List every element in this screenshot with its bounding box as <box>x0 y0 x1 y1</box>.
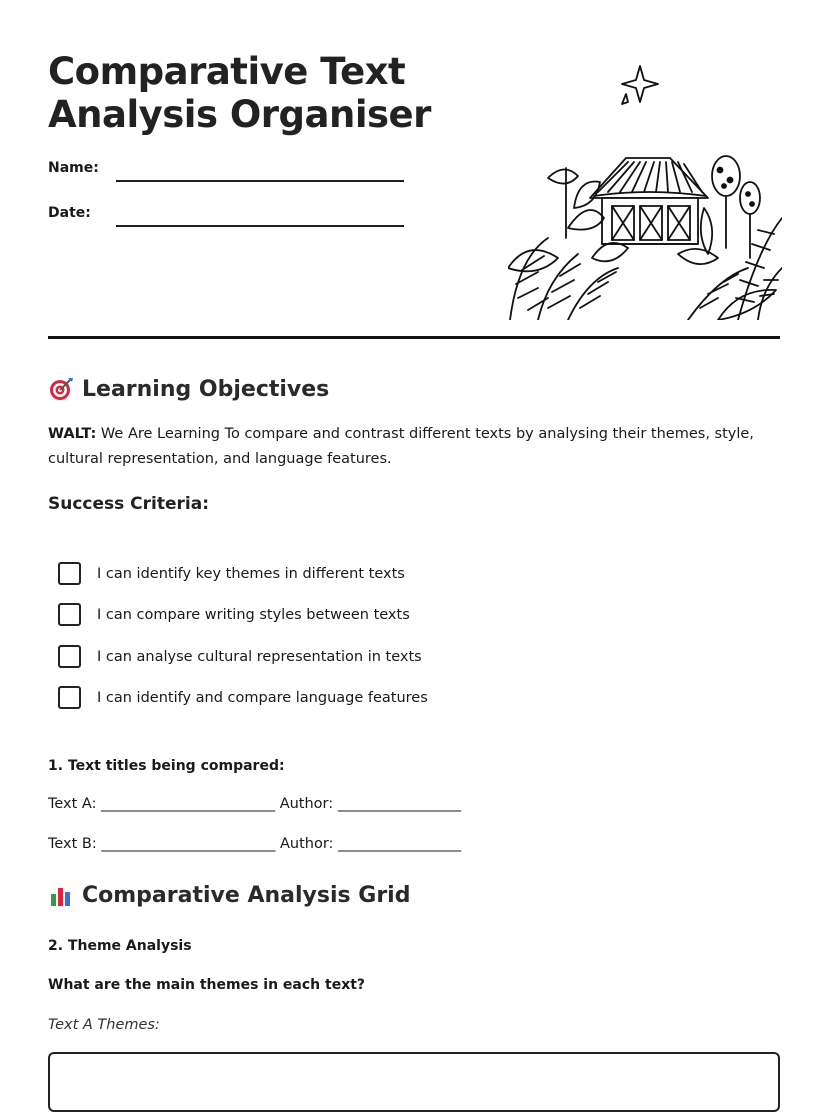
date-line[interactable] <box>116 225 404 227</box>
criteria-item[interactable] <box>58 603 410 626</box>
success-criteria-title: Success Criteria: <box>48 494 210 514</box>
criteria-item[interactable] <box>58 686 428 709</box>
hut-jungle-illustration <box>508 58 782 320</box>
criteria-label: I can compare writing styles between texts <box>97 606 410 623</box>
theme-analysis-label: 2. Theme Analysis <box>48 938 192 954</box>
criteria-checkbox[interactable] <box>58 603 81 626</box>
criteria-item[interactable] <box>58 645 422 668</box>
criteria-label: I can identify key themes in different texts <box>97 565 405 582</box>
text-a-themes-answer-box[interactable] <box>48 1052 780 1112</box>
walt-statement <box>48 422 780 472</box>
analysis-grid-title: Comparative Analysis Grid <box>82 882 411 908</box>
themes-question: What are the main themes in each text? <box>48 977 366 993</box>
analysis-grid-heading <box>48 882 410 908</box>
criteria-checkbox[interactable] <box>58 562 81 585</box>
text-a-themes-label: Text A Themes: <box>48 1017 160 1033</box>
text-a-line[interactable]: Text A: ________________________ Author: _________________ <box>48 796 462 812</box>
criteria-item[interactable] <box>58 562 405 585</box>
criteria-checkbox[interactable] <box>58 686 81 709</box>
name-label: Name: <box>48 160 99 176</box>
criteria-checkbox[interactable] <box>58 645 81 668</box>
text-titles-question: 1. Text titles being compared: <box>48 758 285 774</box>
target-icon <box>48 376 74 402</box>
criteria-label: I can identify and compare language features <box>97 689 428 706</box>
text-b-line[interactable]: Text B: ________________________ Author: _________________ <box>48 836 462 852</box>
criteria-label: I can analyse cultural representation in texts <box>97 648 422 665</box>
title-line-2: Analysis Organiser <box>48 93 431 136</box>
header-divider <box>48 336 780 339</box>
walt-text: We Are Learning To compare and contrast different texts by analysing their themes, style, cultural representation, and language features. <box>48 426 754 467</box>
title-line-1: Comparative Text <box>48 50 406 93</box>
learning-objectives-heading <box>48 376 329 402</box>
date-label: Date: <box>48 205 91 221</box>
learning-objectives-title: Learning Objectives <box>82 376 330 402</box>
name-line[interactable] <box>116 180 404 182</box>
walt-label: WALT: <box>48 426 97 442</box>
bar-chart-icon <box>48 882 74 908</box>
page-title <box>48 50 468 136</box>
